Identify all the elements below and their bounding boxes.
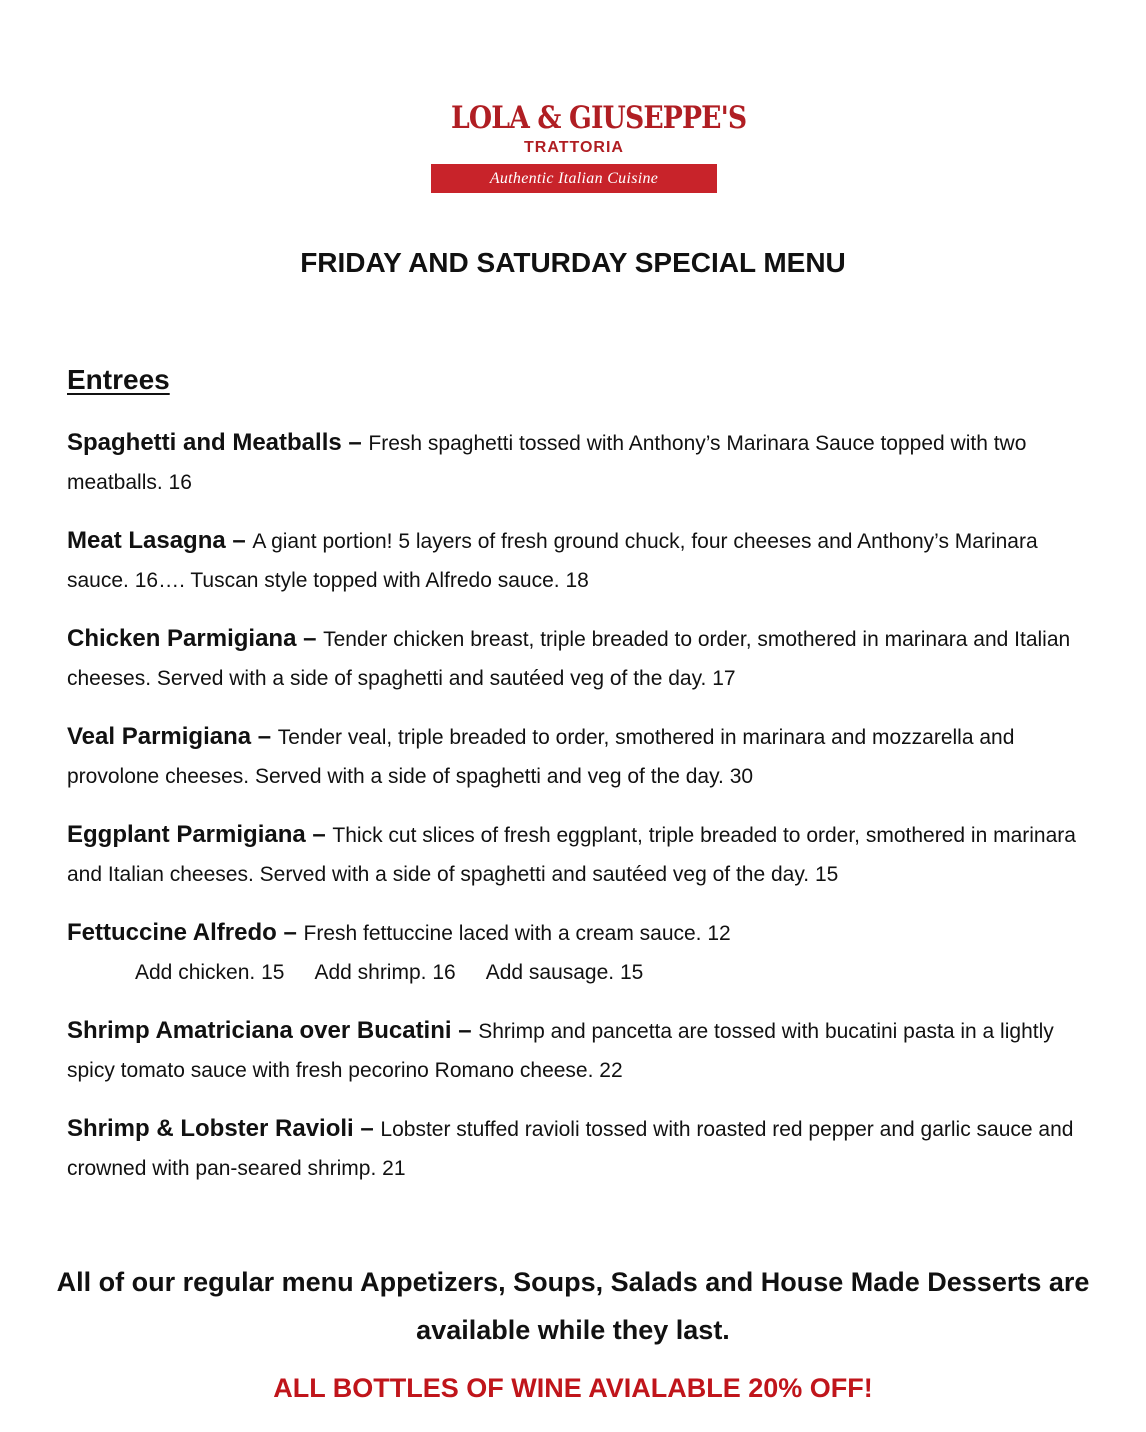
menu-item (67, 914, 1087, 992)
menu-item-separator: – (305, 821, 333, 848)
addon-shrimp: Add shrimp. 16 (314, 960, 456, 984)
menu-item-separator: – (296, 625, 324, 652)
menu-item-name: Fettuccine Alfredo (67, 919, 277, 946)
menu-item-description: Lobster stuffed ravioli tossed with roasted red pepper and garlic sauce and crowned with pan-seared shrimp. 21 (67, 1118, 1074, 1180)
menu-item-name: Spaghetti and Meatballs (67, 429, 342, 456)
wine-promo: ALL BOTTLES OF WINE AVIALABLE 20% OFF! (273, 1373, 873, 1403)
menu-item-separator: – (353, 1115, 381, 1142)
menu-item-name: Veal Parmigiana (67, 723, 252, 750)
menu-item-name: Shrimp & Lobster Ravioli (67, 1115, 354, 1142)
menu-item-separator: – (225, 527, 253, 554)
menu-item-description: A giant portion! 5 layers of fresh ground chuck, four cheeses and Anthony’s Marinara sauce. 16…. Tuscan style topped with Alfredo sauce. 18 (67, 530, 1038, 592)
menu-item-name: Chicken Parmigiana (67, 625, 297, 652)
menu-item (67, 718, 1087, 796)
menu-item (67, 816, 1087, 894)
menu-item-description: Tender chicken breast, triple breaded to order, smothered in marinara and Italian cheeses. Served with a side of spaghetti and sautéed veg of the day. 17 (67, 628, 1071, 690)
logo-subtitle: TRATTORIA (524, 139, 624, 156)
menu-item-description: Tender veal, triple breaded to order, smothered in marinara and mozzarella and provolone cheeses. Served with a side of spaghetti and veg of the day. 30 (67, 726, 1015, 788)
addon-sausage: Add sausage. 15 (485, 960, 644, 984)
menu-item-addons (67, 954, 1087, 993)
menu-item-separator: – (251, 723, 278, 750)
menu-item-name: Meat Lasagna (67, 527, 226, 554)
menu-item (67, 620, 1087, 698)
menu-item (67, 1012, 1087, 1090)
entrees-list (67, 424, 1087, 1208)
logo-name: LOLA & GIUSEPPE'S (451, 100, 747, 136)
menu-item-description: Thick cut slices of fresh eggplant, triple breaded to order, smothered in marinara and Italian cheeses. Served with a side of spaghetti and sautéed veg of the day. 15 (67, 824, 1076, 886)
menu-item-separator: – (451, 1017, 479, 1044)
menu-item (67, 424, 1087, 502)
logo-tagline-banner: Authentic Italian Cuisine (431, 164, 717, 193)
menu-item-name: Eggplant Parmigiana (67, 821, 306, 848)
menu-item-separator: – (276, 919, 304, 946)
menu-item (67, 522, 1087, 600)
menu-item (67, 1110, 1087, 1188)
addon-chicken: Add chicken. 15 (135, 960, 285, 984)
menu-item-description: Shrimp and pancetta are tossed with bucatini pasta in a lightly spicy tomato sauce with fresh pecorino Romano cheese. 22 (67, 1020, 1054, 1082)
menu-item-name: Shrimp Amatriciana over Bucatini (67, 1017, 452, 1044)
menu-item-description: Fresh spaghetti tossed with Anthony’s Marinara Sauce topped with two meatballs. 16 (67, 432, 1027, 494)
section-heading-entrees: Entrees (67, 364, 170, 395)
page-title: FRIDAY AND SATURDAY SPECIAL MENU (300, 247, 846, 278)
menu-item-separator: – (341, 429, 369, 456)
regular-menu-note: All of our regular menu Appetizers, Soups, Salads and House Made Desserts are available while they last. (56, 1267, 1090, 1345)
restaurant-logo (431, 98, 747, 193)
menu-item-description: Fresh fettuccine laced with a cream sauce. 12 (303, 922, 731, 945)
